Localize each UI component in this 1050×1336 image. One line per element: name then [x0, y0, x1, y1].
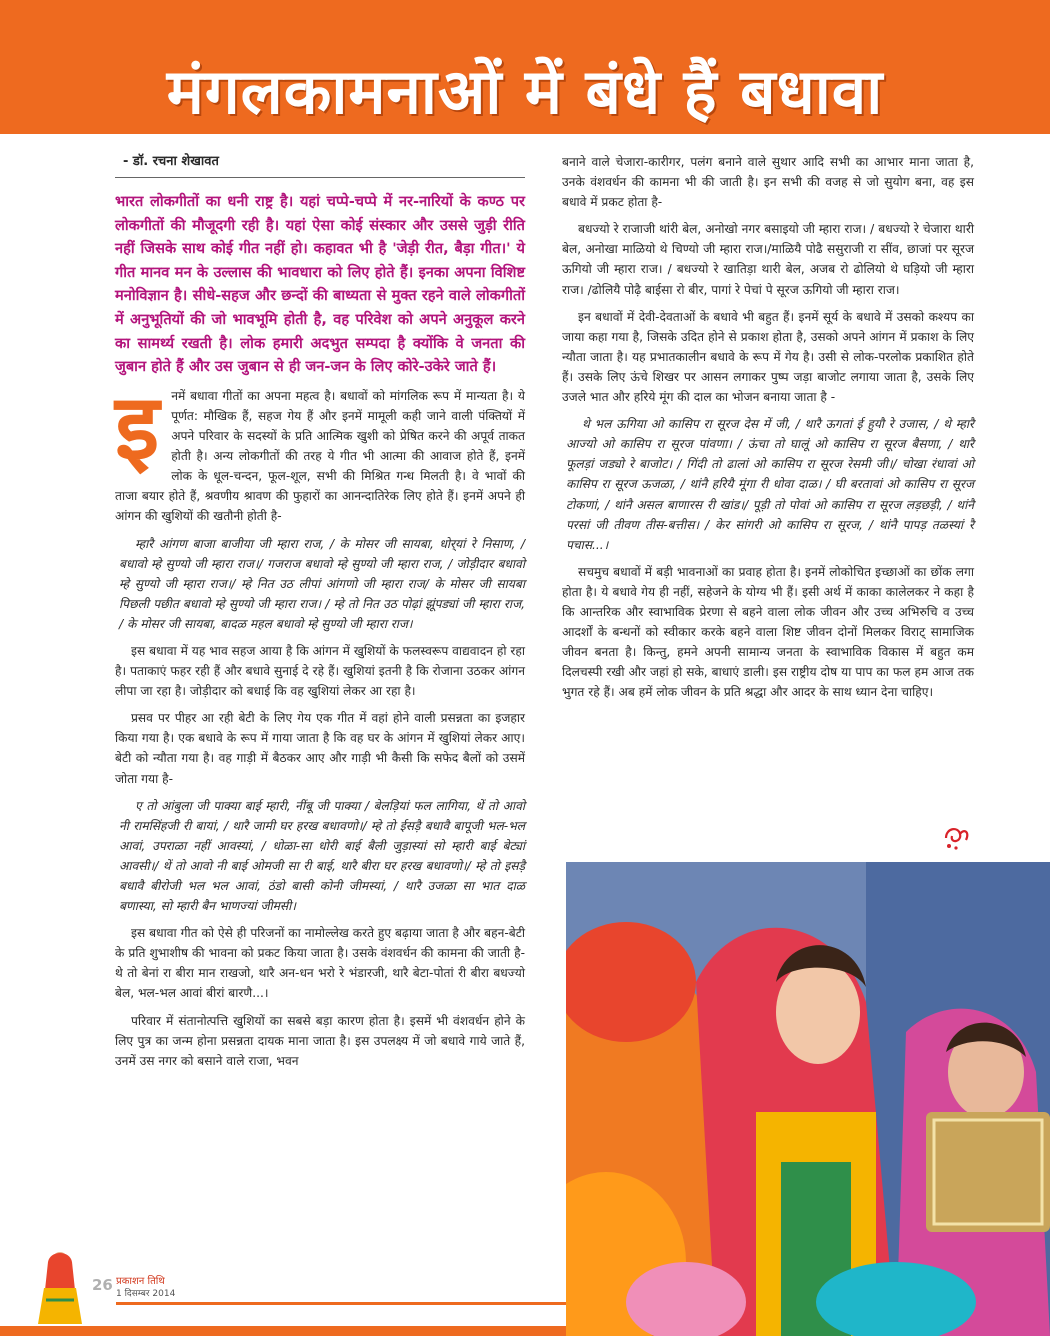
left-column	[115, 152, 525, 1078]
publication-date: 1 दिसम्बर 2014	[116, 1289, 176, 1299]
verse-paragraph: ए तो आंबुला जी पाक्या बाई म्हारी, नींबू जी पाक्या / बेलड़ियां फल लागिया, थें तो आवो नी रामसिंहजी री बायां, / थारै जामी घर हरख बधावणो।/ म्हे तो ईसड़ै बधावै बापूजी भल-भल आवां, उपराळा नहीं आवस्यां, / धोळा-सा धोरी बाई बैली जुड़ास्यां सो म्हारी बाई बेट्यां आवसी।/ थें तो आवो नी बाई ओमजी सा री बाई, थारै बीरा घर हरख बधावणो।/ म्हे तो इसड़ै बधावै बीरोजी भल भल आवां, ठंडो बासी कोनी जीमस्यां, / थारै उजळा सा भात दाळ बणास्या, सो म्हारी बैन भाणज्यां जीमसी।	[119, 798, 525, 914]
body-paragraph: बनाने वाले चेजारा-कारीगर, पलंग बनाने वाले सुथार आदि सभी का आभार माना जाता है, उनके वंशवर्धन की कामना भी की जाती है। इन सभी की वजह से जो सुयोग बना, वह इस बधावे में प्रकट होता है-	[562, 155, 974, 210]
author-byline: - डॉ. रचना शेखावत	[115, 152, 525, 178]
title-banner	[0, 0, 1050, 134]
intro-paragraph: भारत लोकगीतों का धनी राष्ट्र है। यहां चप्पे-चप्पे में नर-नारियों के कण्ठ पर लोकगीतों की मौजूदगी रही है। यहां ऐसा कोई संस्कार और उससे जुड़ी रीति नहीं जिसके साथ कोई गीत नहीं हो। कहावत भी है 'जेड़ी रीत, बैड़ा गीत।' ये गीत मानव मन के उल्लास की भावधारा को लिए होते हैं। इनका अपना विशिष्ट मनोविज्ञान है। सीधे-सहज और छन्दों की बाध्यता से मुक्त रहने वाले लोकगीतों में अनुभूतियों की जो भावभूमि होती है, वह परिवेश को अपने अनुकूल करने का सामर्थ्य रखती है। लोक हमारी अदभुत सम्पदा है क्योंकि वे जनता की जुबान होते हैं और उस जुबान से ही जन-जन के लिए कोरे-उकेरे जाते हैं।	[115, 193, 525, 376]
verse-paragraph: बधज्यो रे राजाजी थांरी बेल, अनोखो नगर बसाइयो जी म्हारा राज। / बधज्यो रे चेजारा थारी बेल, अनोखा माळियो थे चिण्यो जी म्हारा राज।/माळियै पोढै ससुराजी रा सींव, छाजां पर सूरज ऊगियो जी म्हारा राज। / बधज्यो रे खातिड़ा थारी बेल, अजब रो ढोलियो थे घड़ियो जी म्हारा राज। /ढोलियै पोढ़ै बाईसा रो बीर, पागां रे पेचां पे सूरज ऊगियो जी म्हारा राज।	[562, 222, 974, 297]
verse-paragraph: म्हारै आंगण बाजा बाजीया जी म्हारा राज, / के मोसर जी सायबा, धोर्‌यां रे निसाण, / बधावो म्हे सुण्यो जी म्हारा राज।/ गजराज बधावो म्हे सुण्यो जी म्हारा राज, / जोड़ीदार बधावो म्हे सुण्यो जी म्हारा राज।/ म्हे नित उठ लीपां आंगणो जी म्हारा राज/ के मोसर जी सायबा पिछली पछीत बधावो म्हे सुण्यो जी म्हारा राज। / म्हे तो नित उठ पोढ़ां झूंपड्यां जी म्हारा राज, / के मोसर जी सायबा, बादळ महल बधावो म्हे सुण्यो जी म्हारा राज।	[119, 536, 525, 631]
verse-paragraph: थे भल ऊगिया ओ कासिप रा सूरज देस में जी, / थारै ऊगतां ई हुयौ रे उजास, / थे म्हारै आज्यो ओ कासिप रा सूरज पांवणा। / ऊंचा तो घालूं ओ कासिप रा सूरज बैसणा, / थारै फूलड़ां जड्यो रे बाजोट। / गिंदी तो ढालां ओ कासिप रा सूरज रेसमी जी।/ चोखा रंधावां ओ कासिप रा सूरज ऊजळा, / थांनै हरियै मूंगा री धोवा दाळ। / घी बरतावां ओ कासिप रा सूरज टोकणां, / थांनै असल बाणारस री खांड।/ पूड़ी तो पोवां ओ कासिप रा सूरज लड़छड़ी, / थांनै परसां जी तीवण तीस-बत्तीस। / केर सांगरी ओ कासिप रा सूरज, / थांनै पापड़ तळस्यां रै पचास...।	[566, 417, 974, 552]
folk-woman-illustration	[30, 1248, 90, 1326]
festive-women-photo	[566, 862, 1050, 1336]
body-paragraph: परिवार में संतानोत्पत्ति खुशियों का सबसे बड़ा कारण होता है। इसमें भी वंशवर्धन होने के लिए पुत्र का जन्म होना प्रसन्नता दायक माना जाता है। इस उपलक्ष्य में जो बधावे गाये जाते हैं, उनमें उस नगर को बसाने वाले राजा, भवन	[115, 1013, 525, 1068]
publication-label: प्रकाशन तिथि	[116, 1276, 165, 1287]
body-paragraph: इस बधावा गीत को ऐसे ही परिजनों का नामोल्लेख करते हुए बढ़ाया जाता है और बहन-बेटी के प्रति शुभाशीष की भावना को प्रकट किया जाता है। उसके वंशवर्धन की कामना की जाती है- थे तो बेनां रा बीरा मान राखजो, थारै अन-धन भरो रे भंडारजी, थारै बेटा-पोतां री बीरा बधज्यो बेल, भल-भल आवां बीरां बारणै...।	[115, 926, 525, 1001]
body-paragraph: नमें बधावा गीतों का अपना महत्व है। बधावों को मांगलिक रूप में मान्यता है। ये पूर्णत: मौखिक हैं, सहज गेय हैं और इनमें मामूली कही जाने वाली पंक्तियों में अपने परिवार के सदस्यों के प्रति आत्मिक खुशी को प्रेषित करने की अपूर्व ताकत होती है। अन्य लोकगीतों की तरह ये गीत भी आत्मा की आवाज होते हैं, इनमें लोक के धूल-चन्दन, फूल-शूल, सभी की मिश्रित गन्ध मिलती है। वे भावों की ताजा बयार होते हैं, श्रवणीय श्रावण की फुहारों का आनन्दातिरेक लिए होते हैं। इनमें अपने ही आंगन की खुशियों की खतौनी होती है-	[115, 388, 525, 524]
body-paragraph: सचमुच बधावों में बड़ी भावनाओं का प्रवाह होता है। इनमें लोकोचित इच्छाओं का छोंक लगा होता है। ये बधावे गेय ही नहीं, सहेजने के योग्य भी हैं। इसी अर्थ में काका कालेलकर ने कहा है कि आन्तरिक और स्वाभाविक प्रेरणा से बहने वाला लोक जीवन और उच्च अभिरुचि व उच्च आदर्शों के बन्धनों को स्वीकार करके बहने वाला शिष्ट जीवन दोनों मिलकर विराट् सामाजिक जीवन बनता है। किन्तु, हमने अपनी सामान्य जनता के स्वाभाविक विकास में बहुत कम दिलचस्पी रखी और जहां हो सके, बाधाएं डाली। इस राष्ट्रीय दोष या पाप का फल हम आज तक भुगत रहे हैं। अब हमें लोक जीवन के प्रति श्रद्धा और आदर के साथ ध्यान देना चाहिए।	[562, 564, 974, 700]
drop-cap: इ	[115, 374, 160, 480]
body-paragraph: प्रसव पर पीहर आ रही बेटी के लिए गेय एक गीत में वहां होने वाली प्रसन्नता का इजहार किया गया है। एक बधावे के रूप में गाया जाता है कि वह घर के आंगन में खुशियां लेकर आए। बेटी को न्यौता गया है। वह गाड़ी में बैठकर आए और गाड़ी भी कैसी कि सफेद बैलों को उसमें जोता गया है-	[115, 711, 525, 786]
right-column	[562, 152, 974, 709]
footer-rule	[116, 1302, 566, 1305]
page-title: मंगलकामनाओं में बंधे हैं बधावा	[166, 55, 884, 128]
body-paragraph: इस बधावा में यह भाव सहज आया है कि आंगन में खुशियों के फलस्वरूप वाद्यवादन हो रहा है। पताकाएं फहर रही हैं और बधावे सुनाई दे रहे हैं। खुशियां इतनी है कि रोजाना उठकर आंगन लीपा जा रहा है। जोड़ीदार को बधाई कि वह खुशियां लेकर आ रहा है।	[115, 643, 525, 699]
body-paragraph: इन बधावों में देवी-देवताओं के बधावे भी बहुत हैं। इनमें सूर्य के बधावे में उसको कश्यप का जाया कहा गया है, जिसके उदित होने से प्रकाश होता है, उसको अपने आंगन में प्रकाश के लिए न्यौता जाता है। यह प्रभातकालीन बधावे के रूप में गेय है। उसी से लोक-परलोक प्रकाशित होते हैं। उसके लिए ऊंचे शिखर पर आसन लगाकर पुष्प जड़ा बाजोट लगाया जाता है, उसके लिए उजले भात और हरिये मूंग की दाल का भोजन बनाया जाता है -	[562, 309, 974, 405]
footer-bar	[0, 1326, 566, 1336]
end-mark-icon	[940, 820, 972, 852]
page-number: 26	[92, 1276, 113, 1294]
